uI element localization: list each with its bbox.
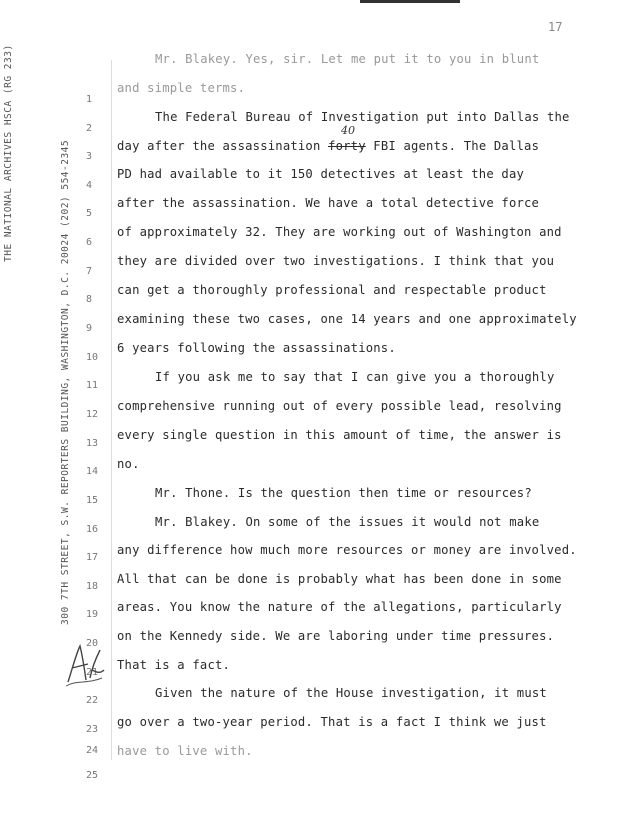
line-number: 4 bbox=[86, 180, 93, 191]
line-number: 19 bbox=[86, 609, 99, 620]
transcript-line: and simple terms. bbox=[117, 81, 246, 95]
transcript-line: no. bbox=[117, 457, 140, 471]
line-number: 6 bbox=[86, 237, 93, 248]
transcript-line: go over a two-year period. That is a fact I think we just bbox=[117, 715, 547, 729]
transcript-line: examining these two cases, one 14 years and one approximately bbox=[117, 312, 577, 326]
line-number: 9 bbox=[86, 323, 93, 334]
line-number: 18 bbox=[86, 581, 99, 592]
transcript-line: PD had available to it 150 detectives at least the day bbox=[117, 167, 525, 181]
reporter-margin-label: 300 7TH STREET, S.W. REPORTERS BUILDING, WASHINGTON, D.C. 20024 (202) 554-2345 bbox=[60, 139, 71, 625]
line-number: 14 bbox=[86, 466, 99, 477]
transcript-line: of approximately 32. They are working out of Washington and bbox=[117, 225, 562, 239]
line-number: 10 bbox=[86, 352, 99, 363]
line-number: 24 bbox=[86, 745, 99, 756]
line-number: 11 bbox=[86, 380, 99, 391]
transcript-line: every single question in this amount of time, the answer is bbox=[117, 428, 562, 442]
line-number: 25 bbox=[86, 770, 99, 781]
transcript-fragment: day after the assassination bbox=[117, 139, 321, 153]
transcript-line: All that can be done is probably what has been done in some bbox=[117, 572, 562, 586]
line-number: 13 bbox=[86, 438, 99, 449]
line-number: 8 bbox=[86, 294, 93, 305]
line-number: 20 bbox=[86, 638, 99, 649]
transcript-line: Given the nature of the House investigation, it must bbox=[155, 686, 547, 700]
transcript-line: The Federal Bureau of Investigation put into Dallas the bbox=[155, 110, 570, 124]
transcript-line: 6 years following the assassinations. bbox=[117, 341, 396, 355]
handwritten-correction: 40 bbox=[341, 124, 355, 137]
line-number: 5 bbox=[86, 208, 93, 219]
transcript-line: after the assassination. We have a total detective force bbox=[117, 196, 540, 210]
transcript-line: Mr. Blakey. Yes, sir. Let me put it to you in blunt bbox=[155, 52, 540, 66]
margin-rule bbox=[111, 60, 112, 760]
transcript-line: comprehensive running out of every possible lead, resolving bbox=[117, 399, 562, 413]
transcript-line: they are divided over two investigations. I think that you bbox=[117, 254, 555, 268]
handwritten-initials-icon bbox=[62, 640, 106, 690]
archive-margin-label: THE NATIONAL ARCHIVES HSCA (RG 233) bbox=[3, 44, 14, 262]
transcript-line: on the Kennedy side. We are laboring under time pressures. bbox=[117, 629, 555, 643]
line-number: 17 bbox=[86, 552, 99, 563]
line-number: 21 bbox=[86, 667, 99, 678]
transcript-line: can get a thoroughly professional and respectable product bbox=[117, 283, 547, 297]
transcript-line: Mr. Thone. Is the question then time or resources? bbox=[155, 486, 532, 500]
line-number: 23 bbox=[86, 724, 99, 735]
line-number: 16 bbox=[86, 524, 99, 535]
transcript-line bbox=[117, 139, 539, 153]
line-number: 1 bbox=[86, 94, 93, 105]
line-number: 3 bbox=[86, 151, 93, 162]
line-number: 7 bbox=[86, 266, 93, 277]
transcript-line: If you ask me to say that I can give you a thoroughly bbox=[155, 370, 555, 384]
transcript-line: Mr. Blakey. On some of the issues it would not make bbox=[155, 515, 540, 529]
transcript-line: any difference how much more resources or money are involved. bbox=[117, 543, 577, 557]
line-number: 15 bbox=[86, 495, 99, 506]
transcript-line: That is a fact. bbox=[117, 658, 231, 672]
transcript-line: areas. You know the nature of the allegations, particularly bbox=[117, 600, 562, 614]
transcript-line: have to live with. bbox=[117, 744, 253, 758]
top-scan-mark bbox=[360, 0, 460, 3]
page-number: 17 bbox=[548, 20, 563, 34]
transcript-fragment: FBI agents. The Dallas bbox=[373, 139, 540, 153]
line-number: 12 bbox=[86, 409, 99, 420]
struck-word: forty bbox=[328, 139, 366, 153]
line-number: 2 bbox=[86, 123, 93, 134]
line-number: 22 bbox=[86, 695, 99, 706]
